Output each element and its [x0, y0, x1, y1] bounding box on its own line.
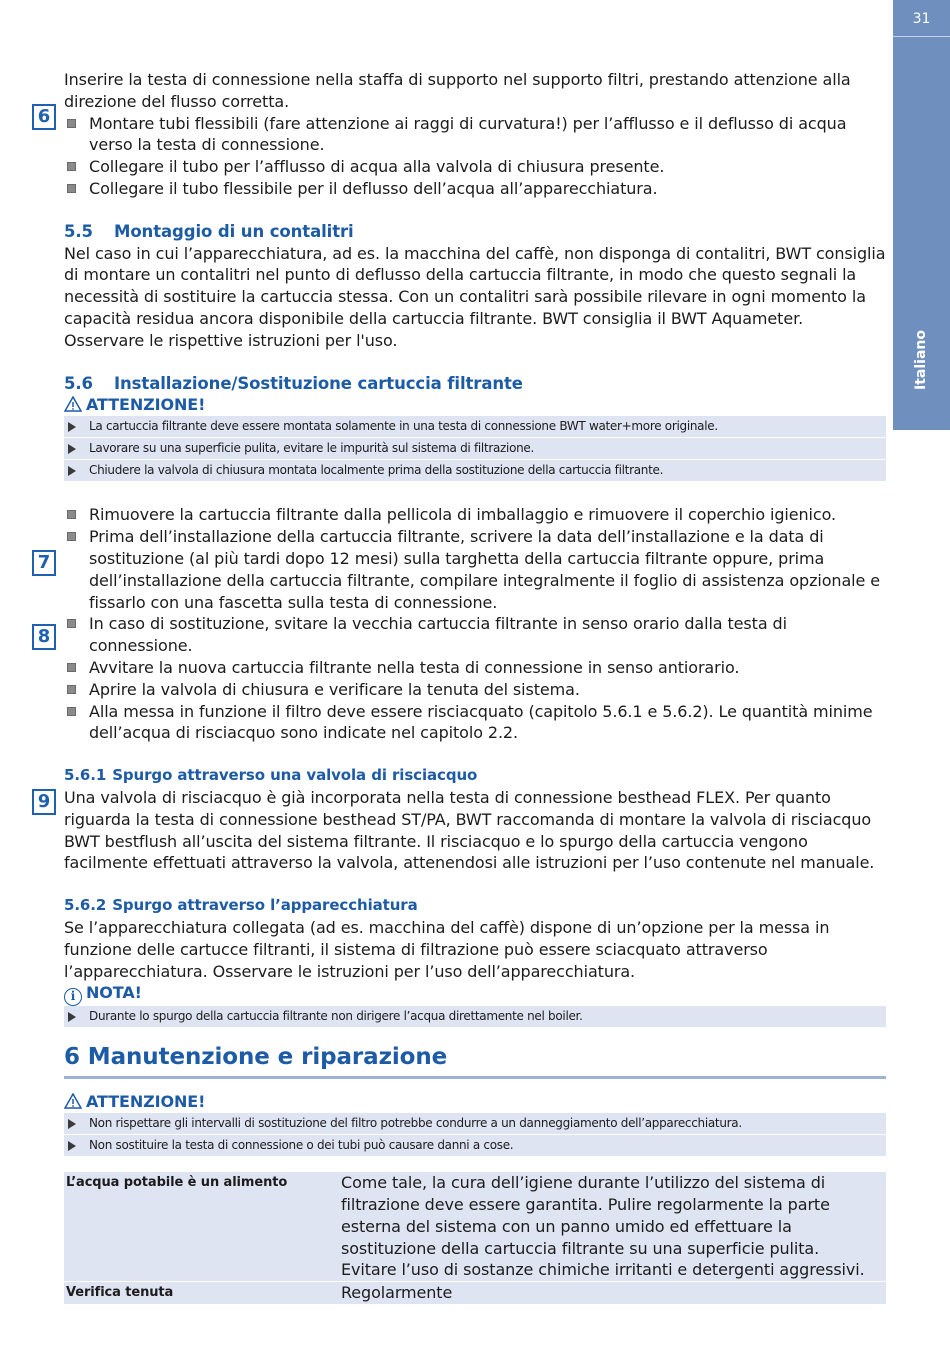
- list-item: Collegare il tubo flessibile per il deflusso dell’acqua all’apparecchiatura.: [64, 178, 886, 200]
- section-heading-5-6-2: 5.6.2 Spurgo attraverso l’apparecchiatura: [64, 896, 418, 915]
- square-bullet-icon: [67, 162, 76, 171]
- list-item: In caso di sostituzione, svitare la vecchia cartuccia filtrante in senso orario dalla testa di connessione.: [64, 613, 886, 657]
- side-tab: [893, 0, 950, 430]
- square-bullet-icon: [67, 663, 76, 672]
- warning-item: Lavorare su una superficie pulita, evitare le impurità sul sistema di filtrazione.: [64, 438, 886, 460]
- chapter-heading-6: 6 Manutenzione e riparazione: [64, 1042, 886, 1079]
- square-bullet-icon: [67, 619, 76, 628]
- list-item: Avvitare la nuova cartuccia filtrante nella testa di connessione in senso antiorario.: [64, 657, 886, 679]
- arrow-right-icon: [68, 466, 76, 476]
- intro-paragraph: Inserire la testa di connessione nella staffa di supporto nel supporto filtri, prestando attenzione alla direzione del flusso corretta.: [64, 70, 851, 111]
- square-bullet-icon: [67, 184, 76, 193]
- warning-item: Chiudere la valvola di chiusura montata localmente prima della sostituzione della cartuccia filtrante.: [64, 460, 886, 482]
- warning-item: La cartuccia filtrante deve essere montata solamente in una testa di connessione BWT water+more originale.: [64, 416, 886, 438]
- section-heading-5-6: 5.6 Installazione/Sostituzione cartuccia filtrante: [64, 373, 523, 393]
- square-bullet-icon: [67, 707, 76, 716]
- arrow-right-icon: [68, 1141, 76, 1151]
- list-item: Montare tubi flessibili (fare attenzione ai raggi di curvatura!) per l’afflusso e il deflusso di acqua verso la testa di connessione.: [64, 113, 886, 157]
- warning-item: Non sostituire la testa di connessione o dei tubi può causare danni a cose.: [64, 1135, 886, 1157]
- arrow-right-icon: [68, 422, 76, 432]
- note-list: [64, 1006, 886, 1028]
- info-icon: i: [64, 988, 82, 1006]
- list-item: Collegare il tubo per l’afflusso di acqua alla valvola di chiusura presente.: [64, 156, 886, 178]
- step-marker-7: 7: [32, 550, 56, 576]
- warning-item: Non rispettare gli intervalli di sostituzione del filtro potrebbe condurre a un danneggiamento dell’apparecchiatura.: [64, 1113, 886, 1135]
- warning-title: ATTENZIONE!: [64, 1091, 886, 1113]
- list-item: Alla messa in funzione il filtro deve essere risciacquato (capitolo 5.6.1 e 5.6.2). Le quantità minime dell’acqua di risciacquo sono indicate nel capitolo 2.2.: [64, 701, 886, 745]
- side-divider: [893, 36, 950, 37]
- table-key: L’acqua potabile è un alimento: [64, 1171, 335, 1282]
- arrow-right-icon: [68, 444, 76, 454]
- note-item: Durante lo spurgo della cartuccia filtrante non dirigere l’acqua direttamente nel boiler.: [64, 1006, 886, 1028]
- table-value: Regolarmente: [335, 1282, 886, 1304]
- section-heading-5-5: 5.5 Montaggio di un contalitri: [64, 221, 354, 241]
- section-5-6-2-text: Se l’apparecchiatura collegata (ad es. macchina del caffè) dispone di un’opzione per la messa in funzione delle cartucce filtranti, il sistema di filtrazione può essere sciacquato attraverso l’apparecchiatura. Osservare le istruzioni per l’uso dell’apparecchiatura.: [64, 917, 830, 981]
- square-bullet-icon: [67, 532, 76, 541]
- intro-bullets: [64, 113, 886, 200]
- list-item: Prima dell’installazione della cartuccia filtrante, scrivere la data dell’installazione e la data di sostituzione (al più tardi dopo 12 mesi) sulla targhetta della cartuccia filtrante oppure, prima dell’installazione della cartuccia filtrante, compilare integralmente il foglio di assistenza opzionale e fissarlo con una fascetta sulla testa di connessione.: [64, 526, 886, 613]
- page-number: 31: [912, 11, 931, 27]
- note-title: i NOTA!: [64, 982, 886, 1006]
- language-label: Italiano: [913, 330, 929, 390]
- section-5-5-text: Nel caso in cui l’apparecchiatura, ad es. la macchina del caffè, non disponga di contalitri, BWT consiglia di montare un contalitri nel punto di deflusso della cartuccia filtrante, in modo che questo segnali la necessità di sostituire la cartuccia stessa. Con un contalitri sarà possibile rilevare in ogni momento la capacità residua ancora disponibile della cartuccia filtrante. BWT consiglia il BWT Aquameter. Osservare le rispettive istruzioni per l'uso.: [64, 243, 886, 350]
- section-heading-5-6-1: 5.6.1 Spurgo attraverso una valvola di risciacquo: [64, 766, 478, 785]
- square-bullet-icon: [67, 510, 76, 519]
- maintenance-table: [64, 1169, 886, 1304]
- warning-list: [64, 1113, 886, 1157]
- step-marker-8: 8: [32, 624, 56, 650]
- table-row: [64, 1171, 886, 1282]
- warning-title: ATTENZIONE!: [64, 394, 886, 416]
- step-marker-6: 6: [32, 104, 56, 130]
- arrow-right-icon: [68, 1119, 76, 1129]
- warning-list: [64, 416, 886, 482]
- table-key: Verifica tenuta: [64, 1282, 335, 1304]
- section-5-6-bullets: [64, 504, 886, 744]
- section-5-6-1-text: Una valvola di risciacquo è già incorporata nella testa di connessione besthead FLEX. Per quanto riguarda la testa di connessione besthead ST/PA, BWT raccomanda di montare la valvola di risciacquo BWT bestflush all’uscita del sistema filtrante. Il risciacquo e lo spurgo della cartuccia vengono facilmente effettuati attraverso la valvola, attenendosi alle istruzioni per l’uso contenute nel manuale.: [64, 787, 875, 873]
- table-value: Come tale, la cura dell’igiene durante l’utilizzo del sistema di filtrazione deve essere garantita. Pulire regolarmente la parte esterna del sistema con un panno umido ed effettuare la sostituzione della cartuccia filtrante su una superficie pulita. Evitare l’uso di sostanze chimiche irritanti e detergenti aggressivi.: [335, 1171, 886, 1282]
- warning-icon: [64, 396, 82, 412]
- page-content: [64, 69, 886, 1304]
- square-bullet-icon: [67, 119, 76, 128]
- table-row: [64, 1282, 886, 1304]
- square-bullet-icon: [67, 685, 76, 694]
- warning-icon: [64, 1093, 82, 1109]
- list-item: Rimuovere la cartuccia filtrante dalla pellicola di imballaggio e rimuovere il coperchio igienico.: [64, 504, 886, 526]
- step-marker-9: 9: [32, 789, 56, 815]
- arrow-right-icon: [68, 1012, 76, 1022]
- list-item: Aprire la valvola di chiusura e verificare la tenuta del sistema.: [64, 679, 886, 701]
